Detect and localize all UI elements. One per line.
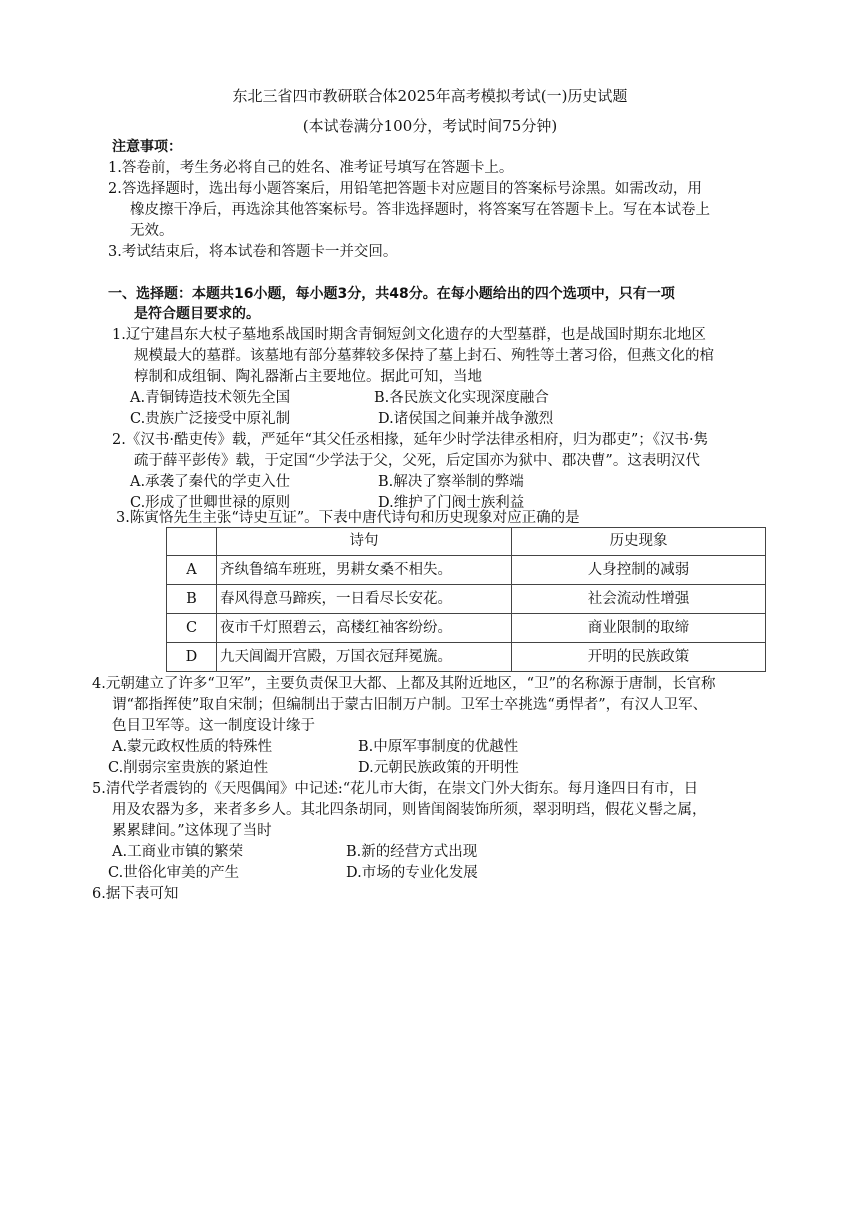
q5-stem-line-1: 5.清代学者震钧的《天咫偶闻》中记述:“花儿市大街，在崇文门外大街东。每月逢四日有市，日 [92,781,699,797]
row-history: 人身控制的减弱 [512,556,766,585]
q4-option-b: B.中原军事制度的优越性 [358,739,519,755]
q5-stem-line-2: 用及农器为多，来者多乡人。其北四条胡同，则皆闺阁装饰所须，翠羽明珰，假花义髻之属， [112,802,707,818]
table-row [167,585,766,614]
notice-item-2: 2.答选择题时，选出每小题答案后，用铅笔把答题卡对应题目的答案标号涂黑。如需改动，用 [108,181,702,197]
section-heading: 一、选择题：本题共16小题，每小题3分，共48分。在每小题给出的四个选项中，只有一项 [108,286,675,302]
table-row [167,614,766,643]
q5-option-c: C.世俗化审美的产生 [108,865,240,881]
row-key: A [167,556,217,585]
q1-stem-line-1: 1.辽宁建昌东大杖子墓地系战国时期含青铜短剑文化遗存的大型墓群，也是战国时期东北地区 [112,327,706,343]
q5-option-a: A.工商业市镇的繁荣 [112,844,244,860]
q4-stem-line-3: 色目卫军等。这一制度设计缘于 [112,718,315,734]
q1-stem-line-2: 规模最大的墓群。该墓地有部分墓葬较多保持了墓上封石、殉牲等土著习俗，但燕文化的棺 [134,348,714,364]
q2-stem-line-2: 疏于薛平彭传》载，于定国“少学法于父，父死，后定国亦为狱中、郡决曹”。这表明汉代 [134,453,700,469]
poem-history-table [166,527,766,672]
row-history: 开明的民族政策 [512,643,766,672]
notice-item-3: 3.考试结束后，将本试卷和答题卡一并交回。 [108,244,398,260]
q5-option-d: D.市场的专业化发展 [346,865,478,881]
q5-option-b: B.新的经营方式出现 [346,844,478,860]
q2-option-d: D.维护了门阀士族利益 [378,495,525,511]
section-heading-cont: 是符合题目要求的。 [134,306,260,322]
q3-stem: 3.陈寅恪先生主张“诗史互证”。下表中唐代诗句和历史现象对应正确的是 [116,510,580,526]
q2-option-a: A.承袭了秦代的学吏入仕 [130,474,291,490]
q4-stem-line-2: 谓“都指挥使”取自宋制；但编制出于蒙古旧制万户制。卫军士卒挑选“勇悍者”，有汉人卫军、 [112,697,708,713]
row-poem: 九天阊阖开宫殿，万国衣冠拜冕旒。 [217,643,512,672]
q4-option-d: D.元朝民族政策的开明性 [358,760,519,776]
q2-stem-line-1: 2.《汉书·酷吏传》载，严延年“其父任丞相掾，延年少时学法律丞相府，归为郡吏”；《汉书·隽 [112,432,709,448]
q2-option-b: B.解决了察举制的弊端 [378,474,524,490]
q1-stem-line-3: 椁制和成组铜、陶礼器渐占主要地位。据此可知，当地 [134,369,482,385]
row-history: 商业限制的取缔 [512,614,766,643]
q4-option-c: C.削弱宗室贵族的紧迫性 [108,760,269,776]
q1-option-b: B.各民族文化实现深度融合 [374,390,549,406]
table-header-poem: 诗句 [217,528,512,556]
notice-heading: 注意事项： [112,139,182,155]
row-key: B [167,585,217,614]
row-poem: 齐纨鲁缟车班班，男耕女桑不相失。 [217,556,512,585]
q1-option-a: A.青铜铸造技术领先全国 [130,390,291,406]
table-row [167,556,766,585]
table-header-history: 历史现象 [512,528,766,556]
page-title: 东北三省四市教研联合体2025年高考模拟考试(一)历史试题 [232,87,628,105]
notice-item-1: 1.答卷前，考生务必将自己的姓名、准考证号填写在答题卡上。 [108,160,514,176]
q1-option-c: C.贵族广泛接受中原礼制 [130,411,291,427]
table-row [167,643,766,672]
q4-stem-line-1: 4.元朝建立了许多“卫军”，主要负责保卫大都、上都及其附近地区，“卫”的名称源于唐制，长官称 [92,676,716,692]
notice-item-2-cont: 橡皮擦干净后，再选涂其他答案标号。答非选择题时，将答案写在答题卡上。写在本试卷上 [130,202,710,218]
page-subtitle: (本试卷满分100分，考试时间75分钟) [302,117,558,135]
q4-option-a: A.蒙元政权性质的特殊性 [112,739,273,755]
q2-option-c: C.形成了世卿世禄的原则 [130,495,291,511]
q5-stem-line-3: 累累肆间。”这体现了当时 [112,823,272,839]
row-key: C [167,614,217,643]
q6-stem: 6.据下表可知 [92,886,179,902]
q1-option-d: D.诸侯国之间兼并战争激烈 [378,411,554,427]
row-history: 社会流动性增强 [512,585,766,614]
table-header-key [167,528,217,556]
row-poem: 春风得意马蹄疾，一日看尽长安花。 [217,585,512,614]
notice-item-2-cont2: 无效。 [130,223,174,239]
table-header-row [167,528,766,556]
row-poem: 夜市千灯照碧云，高楼红袖客纷纷。 [217,614,512,643]
row-key: D [167,643,217,672]
